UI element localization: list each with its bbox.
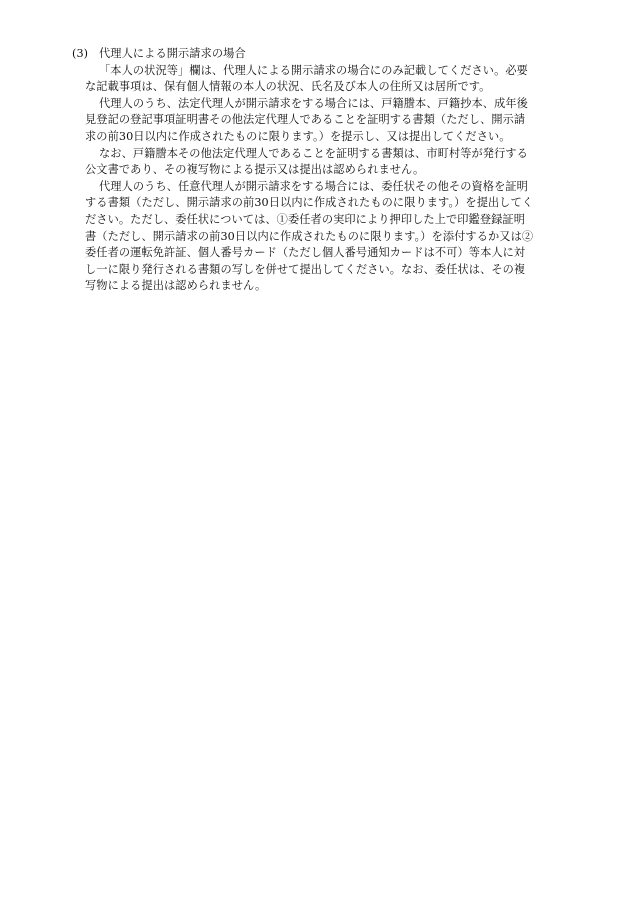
paragraph-3 xyxy=(72,146,582,179)
paragraph-line: なお、戸籍謄本その他法定代理人であることを証明する書類は、市町村等が発行する xyxy=(99,146,528,160)
paragraph-line: 代理人のうち、法定代理人が開示請求をする場合には、戸籍謄本、戸籍抄本、成年後 xyxy=(99,96,528,110)
document-content xyxy=(72,46,582,295)
paragraph-4 xyxy=(72,179,582,295)
paragraph-line: 公文書であり、その複写物による提示又は提出は認められません。 xyxy=(85,163,425,177)
section-title: 代理人による開示請求の場合 xyxy=(99,47,246,60)
paragraph-line: 代理人のうち、任意代理人が開示請求をする場合には、委任状その他その資格を証明 xyxy=(99,179,528,193)
paragraph-line: し一に限り発行される書類の写しを併せて提出してください。なお、委任状は、その複 xyxy=(85,262,526,276)
paragraph-line: する書類（ただし、開示請求の前30日以内に作成されたものに限ります。）を提出してく xyxy=(85,196,534,210)
paragraph-line: 書（ただし、開示請求の前30日以内に作成されたものに限ります。）を添付するか又は② xyxy=(85,229,534,243)
section-number: (3) xyxy=(72,47,89,60)
paragraph-2 xyxy=(72,96,582,146)
paragraph-line: 委任者の運転免許証、個人番号カード（ただし個人番号通知カードは不可）等本人に対 xyxy=(85,246,526,260)
paragraph-line: 求の前30日以内に作成されたものに限ります。）を提示し、又は提出してください。 xyxy=(85,129,511,143)
paragraph-line: な記載事項は、保有個人情報の本人の状況、氏名及び本人の住所又は居所です。 xyxy=(85,80,491,94)
paragraph-line: 写物による提出は認められません。 xyxy=(85,279,267,293)
paragraph-line: 「本人の状況等」欄は、代理人による開示請求の場合にのみ記載してください。必要 xyxy=(99,63,528,77)
paragraph-line: 見登記の登記事項証明書その他法定代理人であることを証明する書類（ただし、開示請 xyxy=(85,113,526,127)
section-heading xyxy=(72,46,582,63)
paragraph-1 xyxy=(72,63,582,96)
paragraph-line: ださい。ただし、委任状については、①委任者の実印により押印した上で印鑑登録証明 xyxy=(85,212,525,226)
